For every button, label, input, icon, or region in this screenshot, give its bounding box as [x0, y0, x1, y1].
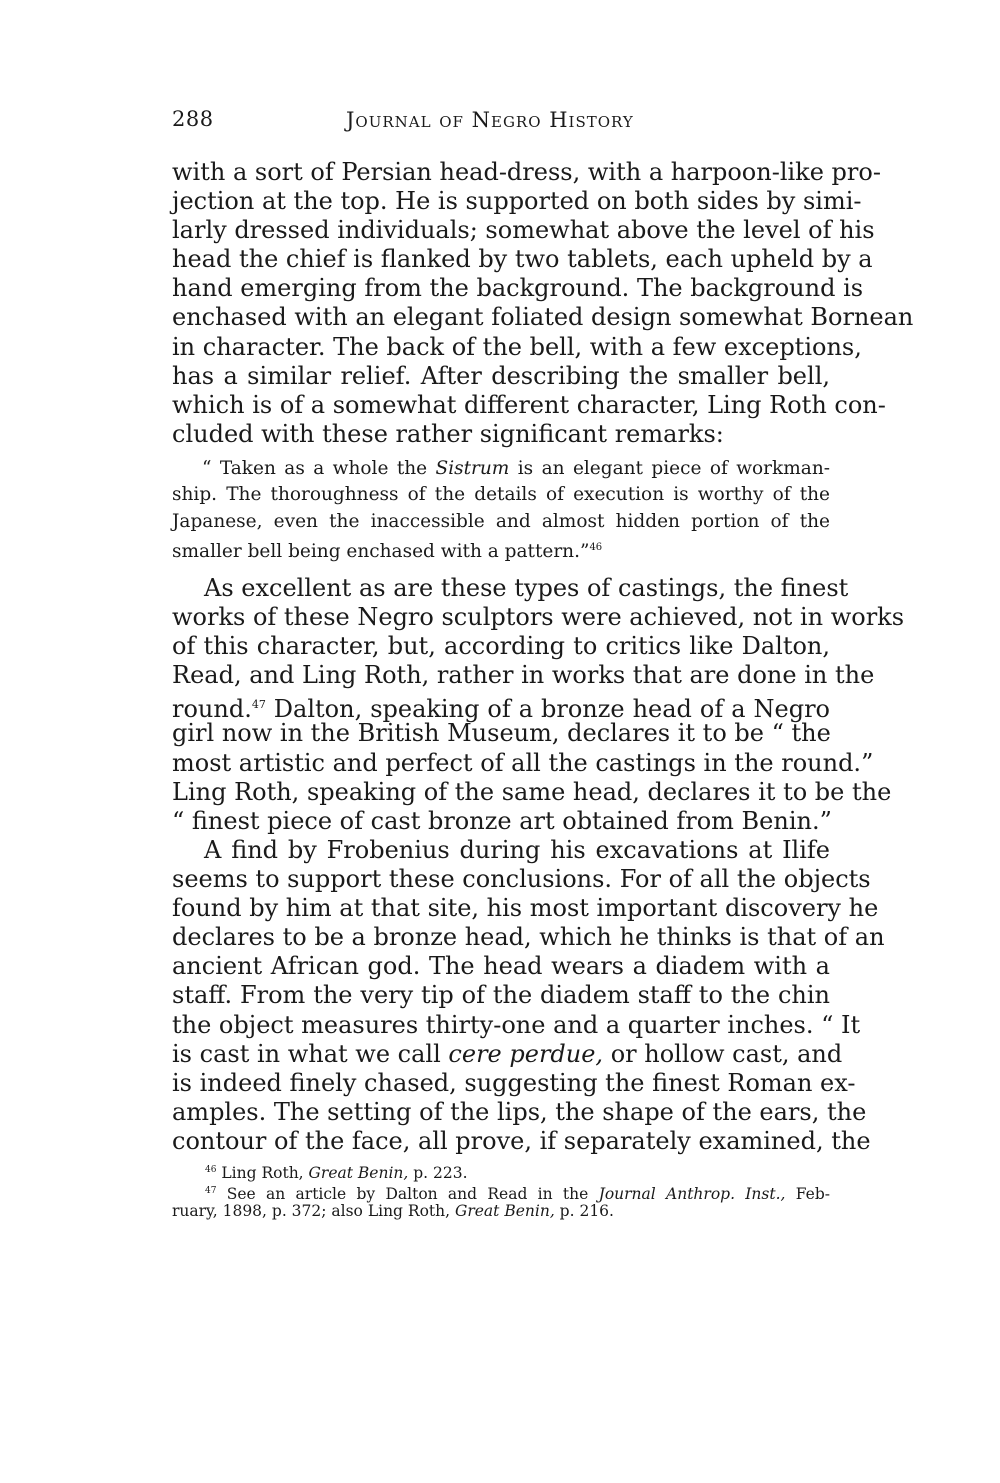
text-line: the object measures thirty-one and a quarter inches. “ It [172, 1010, 861, 1039]
text-line: Ling Roth, speaking of the same head, declares it to be the [172, 777, 892, 806]
italic-term: cere perdue, [448, 1039, 604, 1068]
running-head: Journal of Negro History [346, 108, 634, 132]
footnote-47: $^{47}$ See an article by Dalton and Read in the Journal Anthrop. Inst., Feb- [205, 1184, 830, 1203]
italic-title: Great Benin, [308, 1164, 409, 1183]
text-line: in character. The back of the bell, with a few exceptions, [172, 332, 862, 361]
text-line: with a sort of Persian head-dress, with a harpoon-like pro- [172, 158, 881, 186]
text-line: enchased with an elegant foliated design somewhat Bornean [172, 303, 914, 332]
quote-line: smaller bell being enchased with a pattern.”$^{46}$ [172, 541, 603, 563]
text-line: ancient African god. The head wears a diadem with a [172, 952, 830, 981]
quote-line: “ Taken as a whole the Sistrum is an elegant piece of workman- [202, 458, 830, 479]
footnote-marker: 47 [205, 1185, 217, 1196]
text-line: larly dressed individuals; somewhat above the level of his [172, 216, 875, 245]
text-line: A find by Frobenius during his excavations at Ilife [204, 836, 830, 864]
footnote-47-continued: ruary, 1898, p. 372; also Ling Roth, Great Benin, p. 216. [172, 1202, 614, 1220]
paragraph-continuation [172, 158, 914, 449]
italic-title: Journal Anthrop. Inst., [598, 1184, 786, 1203]
text-line: hand emerging from the background. The background is [172, 274, 864, 303]
text-line: head the chief is flanked by two tablets, each upheld by a [172, 245, 873, 274]
footnote-ref: 47 [251, 698, 266, 712]
footnotes [172, 1160, 830, 1222]
text-line: contour of the face, all prove, if separately examined, the [172, 1126, 871, 1155]
quote-line: Japanese, even the inaccessible and almost hidden portion of the [172, 510, 830, 532]
text-line: works of these Negro sculptors were achieved, not in works [172, 603, 905, 632]
text-line: found by him at that site, his most important discovery he [172, 894, 879, 923]
text-line: declares to be a bronze head, which he thinks is that of an [172, 923, 885, 952]
text-line: staff. From the very tip of the diadem staff to the chin [172, 981, 830, 1010]
text-line: seems to support these conclusions. For of all the objects [172, 865, 871, 894]
text-line: “ finest piece of cast bronze art obtained from Benin.” [172, 806, 832, 835]
text-line: round.$^{47}$ Dalton, speaking of a bronze head of a Negro [172, 695, 830, 724]
footnote-ref: 46 [589, 541, 603, 553]
text-line: jection at the top. He is supported on both sides by simi- [172, 187, 862, 216]
text-line: is indeed finely chased, suggesting the finest Roman ex- [172, 1068, 856, 1097]
quote-line: ship. The thoroughness of the details of execution is worthy of the [172, 484, 830, 506]
italic-title: Great Benin, [454, 1202, 555, 1220]
text-line: which is of a somewhat different character, Ling Roth con- [172, 390, 886, 419]
text-line: most artistic and perfect of all the castings in the round.” [172, 748, 874, 777]
text-line: cluded with these rather significant remarks: [172, 419, 724, 448]
footnote-46: $^{46}$ Ling Roth, Great Benin, p. 223. [205, 1164, 468, 1183]
text-line: has a similar relief. After describing the smaller bell, [172, 361, 830, 390]
text-line: of this character, but, according to critics like Dalton, [172, 632, 830, 661]
paragraph [172, 574, 905, 836]
footnote-marker: 46 [205, 1165, 217, 1175]
paragraph [172, 836, 885, 1156]
italic-term: Sistrum [435, 458, 510, 479]
text-line: is cast in what we call cere perdue, or hollow cast, and [172, 1039, 843, 1068]
text-line: amples. The setting of the lips, the shape of the ears, the [172, 1097, 867, 1126]
block-quote [172, 456, 830, 561]
text-line: Read, and Ling Roth, rather in works that are done in the [172, 661, 875, 690]
page-number: 288 [172, 107, 214, 131]
text-line: As excellent as are these types of castings, the finest [204, 574, 849, 602]
text-line: girl now in the British Museum, declares it to be “ the [172, 719, 831, 748]
